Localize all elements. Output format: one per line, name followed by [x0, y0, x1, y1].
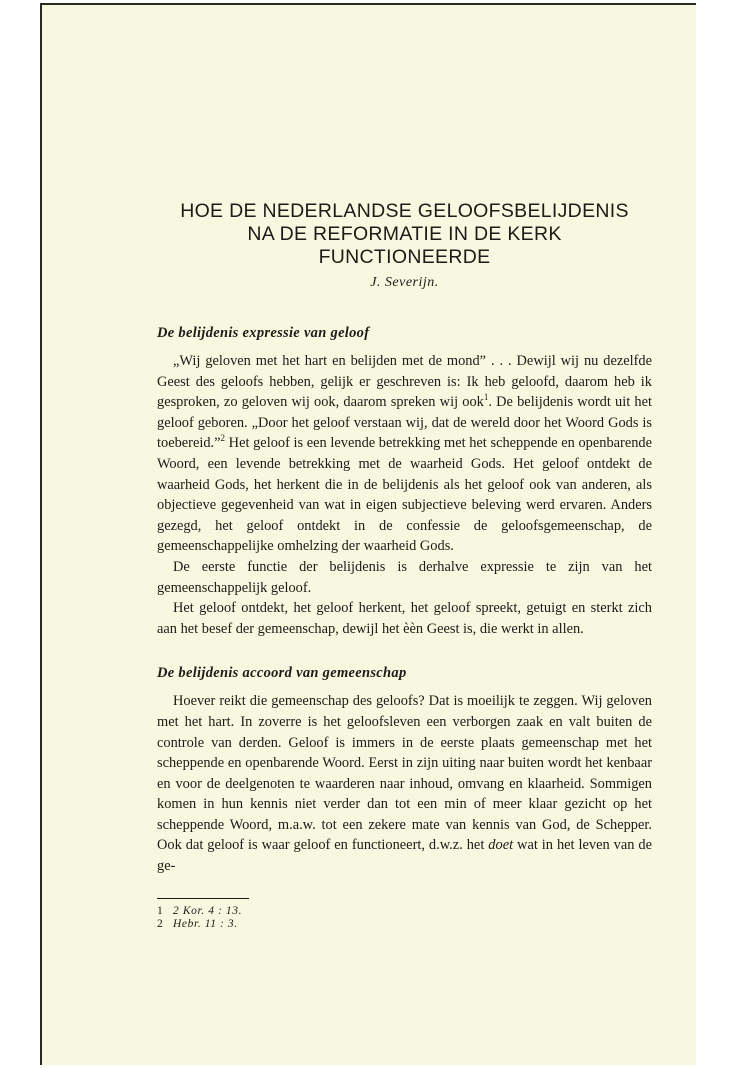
document-page	[40, 3, 696, 1065]
author-name: J. Severijn.	[370, 275, 439, 290]
emphasis: doet	[488, 837, 514, 854]
title-line: FUNCTIONEERDE	[318, 246, 491, 268]
footnote-ref[interactable]: 2	[220, 433, 226, 444]
section-heading: De belijdenis expressie van geloof	[157, 325, 370, 341]
section-body	[157, 691, 652, 876]
footnote: 1 2 Kor. 4 : 13.	[157, 905, 243, 917]
title-line: HOE DE NEDERLANDSE GELOOFSBELIJDENIS	[180, 200, 629, 222]
footnotes	[157, 898, 457, 931]
footnote-ref[interactable]: 1	[483, 392, 489, 403]
title-line: NA DE REFORMATIE IN DE KERK	[247, 223, 562, 245]
section-heading: De belijdenis accoord van gemeenschap	[157, 665, 407, 682]
paragraph: Het geloof ontdekt, het geloof herkent, het geloof spreekt, getuigt en sterkt zich aan het besef der gemeenschap, dewijl het èèn Geest is, die werkt in allen.	[157, 600, 652, 637]
paragraph: Hoever reikt die gemeenschap des geloofs? Dat is moeilijk te zeggen. Wij geloven met het hart. In zoverre is het geloofsleven een verborgen zaak en valt buiten de controle van derden. Geloof is immers in de eerste plaats gemeenschap met het scheppende en openbarende Woord. Eerst in zijn uiting naar buiten wordt het kenbaar en voor de deelgenoten te waarderen naar inhoud, omvang en klaarheid. Sommigen komen in hun kennis niet verder dan tot een min of meer klaar gezicht op het scheppende Woord, m.a.w. tot een zekere mate van kennis van God, de Schepper. Ook dat geloof is waar geloof en functioneert, d.w.z. het doet wat in het leven van de ge-	[157, 693, 652, 875]
footnote-divider	[157, 898, 249, 899]
footnote: 2 Hebr. 11 : 3.	[157, 918, 238, 930]
paragraph: „Wij geloven met het hart en belijden met de mond” . . . Dewijl wij nu dezelfde Geest des geloofs hebben, gelijk er geschreven is: Ik heb geloofd, daarom heb ik gesproken, zo geloven wij ook, daarom spreken wij ook$^1$. De belijdenis wordt uit het geloof geboren. „Door het geloof verstaan wij, dat de wereld door het Woord Gods is toebereid.”$^2$ Het geloof is een levende betrekking met het scheppende en openbarende Woord, een levende betrekking met de waarheid Gods. Het geloof ontdekt de waarheid Gods, het herkent die in de belijdenis als het geloof ook van anderen, als objectieve gegevenheid van wat in eigen subjectieve beleving werd ervaren. Anders gezegd, het geloof ontdekt in de confessie de geloofsgemeenschap, de gemeenschappelijke omhelzing der waarheid Gods.	[157, 353, 652, 555]
article-title	[157, 200, 652, 269]
paragraph: De eerste functie der belijdenis is derhalve expressie te zijn van het gemeenschappelijk geloof.	[157, 558, 652, 596]
section-body	[157, 351, 652, 639]
article-body	[157, 200, 652, 877]
